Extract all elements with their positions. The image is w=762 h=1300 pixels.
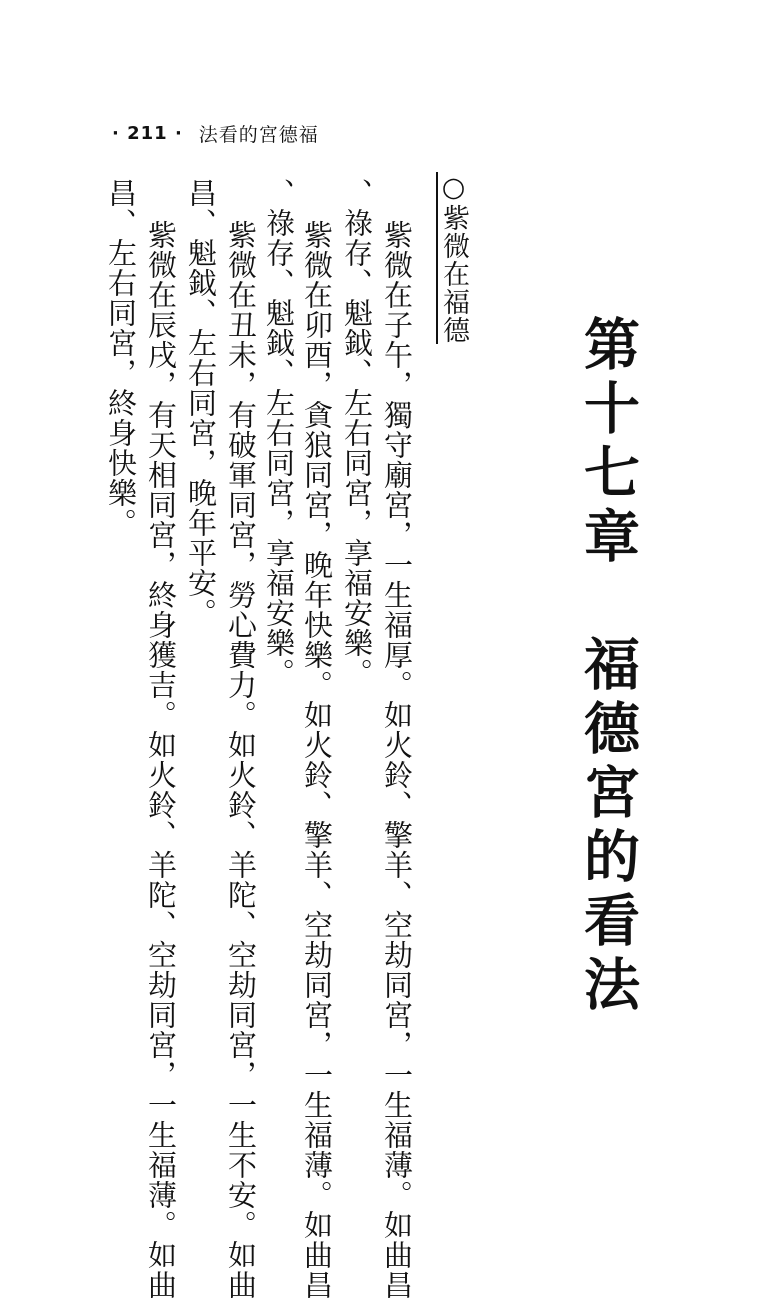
text-line: 紫微在辰戌，有天相同宮，終身獲吉。如火鈴、羊陀、空劫同宮，一生福薄。如曲	[144, 220, 178, 1300]
page-number: · 211 ·	[112, 122, 183, 144]
running-title: 法看的宮德福	[198, 123, 319, 146]
text-line: 、祿存、魁鉞、左右同宮，享福安樂。	[262, 178, 296, 688]
section-heading: ○紫微在福德	[438, 172, 469, 344]
text-line: 紫微在子午，獨守廟宮，一生福厚。如火鈴、擎羊、空劫同宮，一生福薄。如曲昌	[380, 220, 414, 1300]
text-line: 紫微在卯酉，貪狼同宮，晚年快樂。如火鈴、擎羊、空劫同宮，一生福薄。如曲昌	[300, 220, 334, 1300]
text-line: 紫微在丑未，有破軍同宮，勞心費力。如火鈴、羊陀、空劫同宮，一生不安。如曲	[224, 220, 258, 1300]
text-line: 昌、左右同宮，終身快樂。	[104, 178, 138, 538]
text-line: 昌、魁鉞、左右同宮，晚年平安。	[184, 178, 218, 628]
chapter-title: 第十七章 福德宮的看法	[575, 315, 641, 1019]
running-header	[112, 118, 319, 148]
text-line: 、祿存、魁鉞、左右同宮，享福安樂。	[340, 178, 374, 688]
